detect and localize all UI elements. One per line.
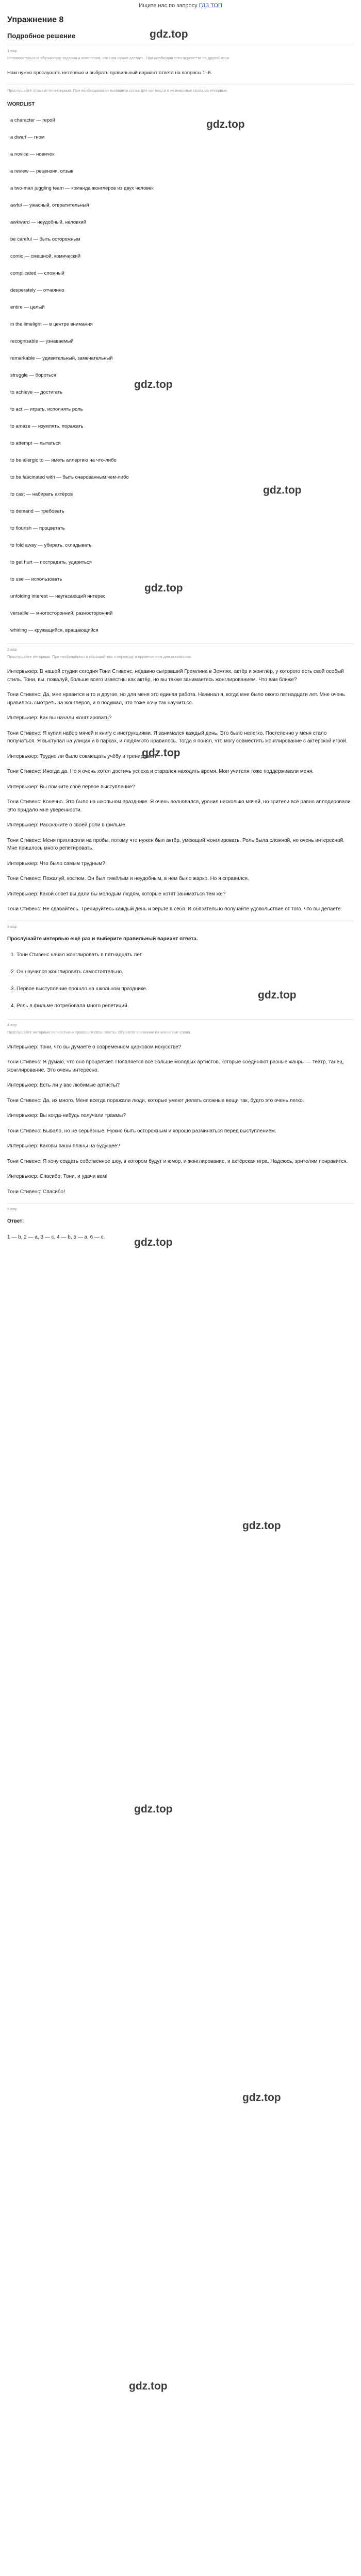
divider — [7, 1203, 354, 1204]
interview-paragraph: Интервьюер: Какой совет вы дали бы молодым людям, которые хотят заниматься тем же? — [7, 891, 226, 897]
vocab-item: a review — рецензия, отзыв — [10, 168, 74, 174]
vocab-item: to achieve — достигать — [10, 389, 62, 395]
top-banner — [0, 0, 361, 11]
vocab-item: versatile — многосторонний, разносторонний — [10, 611, 113, 616]
divider — [7, 643, 354, 644]
vocab-item: complicated — сложный — [10, 270, 64, 276]
interview-paragraph: Интервьюер: Вы помните своё первое выступление? — [7, 784, 135, 790]
vocab-item: to be fascinated with — быть очарованным чем-либо — [10, 474, 129, 480]
watermark: gdz.top — [144, 582, 183, 594]
vocab-item: awkward — неудобный, неловкий — [10, 219, 87, 225]
vocab-item: to use — использовать — [10, 577, 62, 582]
vocab-item: a dwarf — гном — [10, 134, 45, 140]
vocab-item: struggle — бороться — [10, 372, 56, 378]
watermark: gdz.top — [258, 989, 297, 1001]
step-label: 4 вар — [7, 1022, 17, 1027]
vocab-list — [7, 116, 354, 634]
answer-text: 1 — b, 2 — a, 3 — c, 4 — b, 5 — a, 6 — c. — [7, 1234, 105, 1240]
option-item: 2. Он научился жонглировать самостоятельно. — [17, 968, 354, 976]
step-label: 2 вар — [7, 647, 17, 652]
step-label: 1 вар — [7, 48, 17, 53]
interview-paragraph: Интервьюер: Что было самым трудным? — [7, 860, 105, 867]
interview-paragraph: Тони Стивенс: Да, их много. Меня всегда поражали люди, которые умеют делать сложные вещи так, будто это очень легко. — [7, 1097, 304, 1104]
page-title: Упражнение 8 — [7, 15, 64, 24]
interview-section — [7, 1043, 354, 1196]
step-note: Вспомогательные обучающие задания и пояснения, что нам нужно сделать. При необходимости перевести на другой язык. — [7, 56, 231, 60]
interview-paragraph: Интервьюер: Расскажите о своей роли в фильме. — [7, 822, 127, 828]
step-note: Прослушайте интервью полностью и проверьте свои ответы. Обратите внимание на ключевые слова. — [7, 1029, 191, 1035]
vocab-item: whirling — кружащийся, вращающийся — [10, 628, 99, 633]
watermark: gdz.top — [150, 28, 188, 40]
vocab-item: a novice — новичок — [10, 151, 55, 157]
watermark: gdz.top — [242, 2092, 281, 2104]
vocab-item: to amaze — изумлять, поражать — [10, 423, 84, 429]
option-item: 4. Роль в фильме потребовала много репетиций. — [17, 1002, 354, 1010]
vocab-item: to be allergic to — иметь аллергию на что-либо — [10, 457, 117, 463]
vocab-item: to attempt — пытаться — [10, 440, 61, 446]
interview-paragraph: Тони Стивенс: Меня пригласили на пробы, потому что нужен был актёр, умеющий жонглировать. Роль была сложной, но очень интересной. Мне пришлось много репетировать. — [7, 837, 344, 851]
interview-paragraph: Тони Стивенс: Да, мне нравится и то и другое, но для меня это единая работа. Начинал я, когда мне было около пятнадцати лет. Мне очень нравилось смотреть на жонглёров, и я подумал, что тоже хочу так научиться. — [7, 692, 345, 706]
interview-paragraph: Тони Стивенс: Не сдавайтесь. Тренируйтесь каждый день и верьте в себя. И обязательно получайте удовольствие от того, что вы делаете. — [7, 906, 342, 912]
watermark: gdz.top — [129, 2380, 168, 2392]
vocab-item: recognisable — узнаваемый — [10, 338, 74, 344]
interview-paragraph: Тони Стивенс: Бывало, но не серьёзные. Нужно быть осторожным и хорошо разминаться перед выступлением. — [7, 1128, 276, 1134]
interview-paragraph: Тони Стивенс: Конечно. Это было на школьном празднике. Я очень волновался, уронил несколько мячей, но зрители всё равно аплодировали. Это придало мне уверенности. — [7, 799, 352, 813]
watermark: gdz.top — [134, 379, 173, 391]
vocab-item: to fold away — убирать, складывать — [10, 543, 92, 548]
step-note: Прослушайте интервью. При необходимости обращайтесь к переводу и примечаниям для понимания. — [7, 654, 192, 659]
interview-paragraph: Интервьюер: Каковы ваши планы на будущее? — [7, 1143, 120, 1149]
vocab-item: to act — играть, исполнять роль — [10, 406, 83, 412]
options-list — [7, 951, 354, 1010]
interview-paragraph: Интервьюер: Трудно ли было совмещать учёбу и тренировки? — [7, 753, 157, 759]
vocab-item: entire — целый — [10, 304, 45, 310]
vocab-item: to demand — требовать — [10, 509, 64, 514]
interview-paragraph: Тони Стивенс: Пожалуй, костюм. Он был тяжёлым и неудобным, в нём было жарко. Но я справился. — [7, 876, 249, 882]
intro-text: Нам нужно прослушать интервью и выбрать правильный вариант ответа на вопросы 1–6. — [7, 70, 212, 76]
watermark: gdz.top — [142, 747, 180, 759]
interview-paragraph: Тони Стивенс: Я думаю, что оно процветает. Появляется всё больше молодых артистов, которые соединяют разные жанры — театр, танец, жонглирование. Это очень интересно. — [7, 1059, 344, 1073]
vocab-item: be careful — быть осторожным — [10, 236, 80, 242]
vocab-item: in the limelight — в центре внимания — [10, 321, 93, 327]
vocab-item: comic — смешной, комический — [10, 253, 81, 259]
vocab-item: awful — ужасный, отвратительный — [10, 202, 89, 208]
watermark: gdz.top — [206, 118, 245, 130]
interview-section — [7, 668, 354, 913]
watermark: gdz.top — [242, 1520, 281, 1532]
vocab-item: unfolding interest — неугасающий интерес — [10, 594, 106, 599]
interview-paragraph: Интервьюер: Тони, что вы думаете о современном цирковом искусстве? — [7, 1044, 182, 1050]
vocab-item: to get hurt — пострадать, удариться — [10, 560, 92, 565]
banner-prefix: Ищите нас по запросу — [139, 3, 198, 9]
option-item: 3. Первое выступление прошло на школьном празднике. — [17, 985, 354, 993]
vocab-item: to cast — набирать актёров — [10, 492, 73, 497]
banner-link[interactable]: ГДЗ ТОП — [199, 3, 222, 9]
step-label: 3 вар — [7, 924, 17, 929]
answer-title: Ответ: — [7, 1218, 24, 1224]
interview-paragraph: Тони Стивенс: Иногда да. Но я очень хотел достичь успеха и старался находить время. Мои учителя тоже поддерживали меня. — [7, 769, 314, 774]
vocab-item: a character — герой — [10, 117, 55, 123]
vocab-item: desperately — отчаянно — [10, 287, 64, 293]
watermark: gdz.top — [134, 1803, 173, 1815]
interview-paragraph: Интервьюер: В нашей студии сегодня Тони Стивенс, недавно сыгравший Гремлина в Землях, актёр и жонглёр, у которого есть свой особый стиль. Тони, вы, пожалуй, больше всего известны как актёр, но вы также занимаетесь жонглированием. Что вам ближе? — [7, 669, 344, 683]
step-note: Прослушайте отрывки из интервью. При необходимости выпишите слова для контекста и незнакомые слова из интервью. — [7, 88, 228, 93]
interview-paragraph: Тони Стивенс: Я купил набор мячей и книгу с инструкциями. Я занимался каждый день. Это было нелегко. Постепенно у меня стало получаться. Я выступал на улицах и в парках, и людям это нравилось. Тогда я понял, что могу совместить жонглирование с актёрской игрой. — [7, 730, 348, 744]
option-item: 1. Тони Стивенс начал жонглировать в пятнадцать лет. — [17, 951, 354, 959]
watermark: gdz.top — [263, 484, 302, 496]
vocab-item: remarkable — удивительный, замечательный — [10, 355, 113, 361]
divider — [7, 1019, 354, 1020]
interview-paragraph: Интервьюер: Спасибо, Тони, и удачи вам! — [7, 1174, 108, 1179]
interview-paragraph: Тони Стивенс: Спасибо! — [7, 1189, 65, 1195]
content — [0, 15, 361, 1242]
interview-paragraph: Интервьюер: Вы когда-нибудь получали травмы? — [7, 1113, 126, 1118]
vocab-item: a two-man juggling team — команда жонглёров из двух человек — [10, 185, 154, 191]
page-subtitle: Подробное решение — [7, 32, 76, 40]
vocab-title: WORDLIST — [7, 101, 35, 107]
interview-paragraph: Интервьюер: Как вы начали жонглировать? — [7, 715, 112, 721]
interview-paragraph: Интервьюер: Есть ли у вас любимые артисты? — [7, 1082, 120, 1088]
interview-paragraph: Тони Стивенс: Я хочу создать собственное шоу, в котором будут и юмор, и жонглирование, и актёрская игра. Надеюсь, зрителям понравится. — [7, 1158, 348, 1164]
step-label: 5 вар — [7, 1207, 17, 1211]
watermark: gdz.top — [134, 1236, 173, 1248]
vocab-item: to flourish — процветать — [10, 526, 65, 531]
task-title: Прослушайте интервью ещё раз и выберите правильный вариант ответа. — [7, 936, 198, 942]
